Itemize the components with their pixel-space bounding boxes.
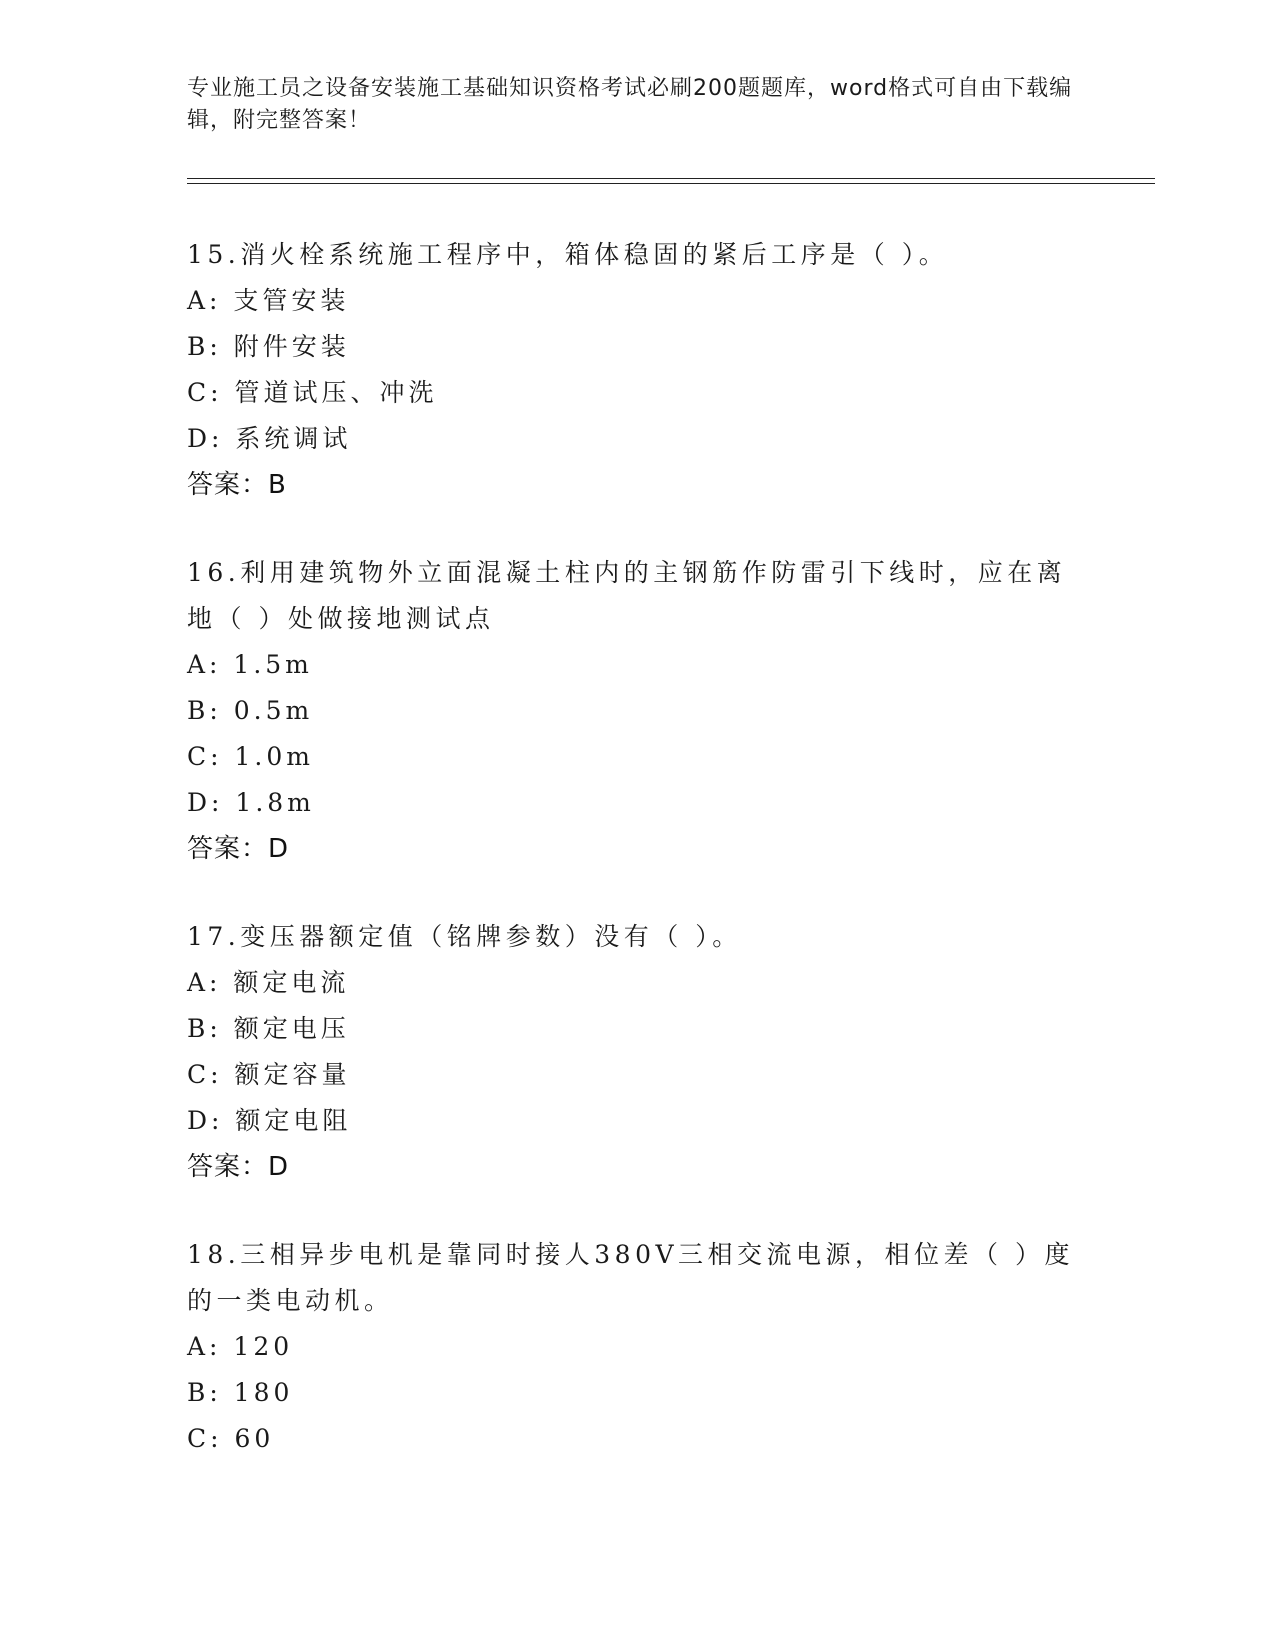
question-list — [187, 232, 1087, 1504]
document-header: 专业施工员之设备安装施工基础知识资格考试必刷200题题库，word格式可自由下载编辑，附完整答案！ — [187, 76, 1073, 133]
option-a: A: 额定电流 — [187, 968, 350, 997]
question-16 — [187, 550, 1087, 872]
header-rule-bottom — [187, 183, 1155, 184]
question-stem: 16.利用建筑物外立面混凝土柱内的主钢筋作防雷引下线时，应在离地（ ）处做接地测试点 — [187, 558, 1067, 633]
header-rule-top — [187, 178, 1155, 179]
answer-line: 答案：B — [187, 470, 287, 500]
option-b: B: 0.5m — [187, 696, 314, 725]
option-d: D: 系统调试 — [187, 424, 352, 453]
option-a: A: 120 — [187, 1332, 294, 1361]
question-stem: 17.变压器额定值（铭牌参数）没有（ ）。 — [187, 922, 742, 951]
option-c: C: 1.0m — [187, 742, 314, 771]
question-stem: 18.三相异步电机是靠同时接人380V三相交流电源，相位差（ ）度的一类电动机。 — [187, 1240, 1074, 1315]
question-15 — [187, 232, 1087, 508]
option-b: B: 额定电压 — [187, 1014, 350, 1043]
option-b: B: 附件安装 — [187, 332, 350, 361]
option-c: C: 额定容量 — [187, 1060, 351, 1089]
option-b: B: 180 — [187, 1378, 294, 1407]
option-c: C: 管道试压、冲洗 — [187, 378, 438, 407]
question-18 — [187, 1232, 1087, 1462]
option-d: D: 额定电阻 — [187, 1106, 352, 1135]
answer-line: 答案：D — [187, 834, 290, 864]
option-d: D: 1.8m — [187, 788, 315, 817]
option-a: A: 1.5m — [187, 650, 313, 679]
question-17 — [187, 914, 1087, 1190]
question-stem: 15.消火栓系统施工程序中，箱体稳固的紧后工序是（ ）。 — [187, 240, 949, 269]
option-c: C: 60 — [187, 1424, 275, 1453]
option-a: A: 支管安装 — [187, 286, 350, 315]
answer-line: 答案：D — [187, 1152, 290, 1182]
